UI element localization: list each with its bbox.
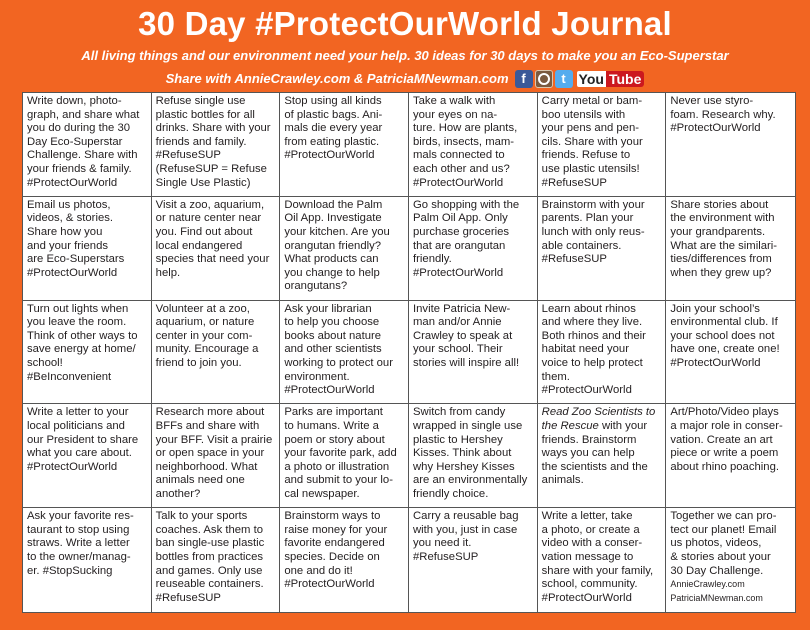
page-title: 30 Day #ProtectOurWorld Journal — [138, 5, 672, 42]
day-cell-4: Take a walk with your eyes on na- ture. How are plants, birds, insects, mam- mals connected to each other and us? #ProtectOurWorld — [409, 93, 538, 197]
day-cell-22: Switch from candy wrapped in single use plastic to Hershey Kisses. Think about why Hershey Kisses are an environmentally friendly choice. — [409, 404, 538, 508]
day-cell-7: Email us photos, videos, & stories. Share how you and your friends are Eco-Superstars #ProtectOurWorld — [23, 197, 152, 301]
day-cell-15: Ask your librarian to help you choose books about nature and other scientists working to protect our environment. #ProtectOurWorld — [280, 301, 409, 405]
day-cell-23 — [538, 404, 667, 508]
day-cell-14: Volunteer at a zoo, aquarium, or nature center in your com- munity. Encourage a friend to join you. — [152, 301, 281, 405]
journal-grid — [22, 92, 796, 613]
day-cell-30-text: Together we can pro- tect our planet! Email us photos, videos, & stories about your 30 Day Challenge. — [670, 510, 777, 577]
twitter-icon[interactable]: t — [555, 70, 573, 88]
day-cell-6: Never use styro- foam. Research why. #ProtectOurWorld — [666, 93, 795, 197]
day-cell-5: Carry metal or bam- boo utensils with your pens and pen- cils. Share with your friends. Refuse to use plastic utensils! #RefuseSUP — [538, 93, 667, 197]
book-title: Read Zoo Scientists to the Rescue — [541, 406, 656, 432]
subtitle: All living things and our environment need your help. 30 ideas for 30 days to make you an Eco-Superstar — [81, 48, 729, 63]
day-cell-2: Refuse single use plastic bottles for all drinks. Share with your friends and family. #RefuseSUP (RefuseSUP = Refuse Single Use Plastic) — [152, 93, 281, 197]
youtube-icon[interactable] — [577, 71, 645, 87]
day-cell-9: Download the Palm Oil App. Investigate your kitchen. Are you orangutan friendly? What products can you change to help orangutans? — [280, 197, 409, 301]
day-cell-3: Stop using all kinds of plastic bags. Ani- mals die every year from eating plastic. #ProtectOurWorld — [280, 93, 409, 197]
share-text: Share with AnnieCrawley.com & PatriciaMNewman.com — [165, 71, 509, 86]
day-cell-26: Talk to your sports coaches. Ask them to ban single-use plastic bottles from practices and games. Only use reuseable containers. #RefuseSUP — [152, 508, 281, 612]
facebook-icon[interactable]: f — [515, 70, 533, 88]
day-cell-8: Visit a zoo, aquarium, or nature center near you. Find out about local endangered species that need your help. — [152, 197, 281, 301]
day-cell-1: Write down, photo- graph, and share what you do during the 30 Day Eco-Superstar Challenge. Share with your friends & family. #ProtectOurWorld — [23, 93, 152, 197]
day-cell-20: Research more about BFFs and share with your BFF. Visit a prairie or open space in your neighborhood. What animals need one another? — [152, 404, 281, 508]
day-cell-10: Go shopping with the Palm Oil App. Only purchase groceries that are orangutan friendly. #ProtectOurWorld — [409, 197, 538, 301]
social-icons — [515, 70, 645, 88]
day-cell-19: Write a letter to your local politicians and our President to share what you care about. #ProtectOurWorld — [23, 404, 152, 508]
day-cell-30 — [666, 508, 795, 612]
day-cell-28: Carry a reusable bag with you, just in case you need it. #RefuseSUP — [409, 508, 538, 612]
day-cell-12: Share stories about the environment with your grandparents. What are the similari- ties/differences from when they grew up? — [666, 197, 795, 301]
day-cell-29: Write a letter, take a photo, or create a video with a conser- vation message to share with your family, school, community. #ProtectOurWorld — [538, 508, 667, 612]
day-cell-25: Ask your favorite res- taurant to stop using straws. Write a letter to the owner/manag- er. #StopSucking — [23, 508, 152, 612]
youtube-you: You — [578, 71, 604, 87]
youtube-tube: Tube — [606, 71, 644, 87]
day-cell-16: Invite Patricia New- man and/or Annie Crawley to speak at your school. Their stories will inspire all! — [409, 301, 538, 405]
instagram-icon[interactable] — [535, 70, 553, 88]
day-cell-11: Brainstorm with your parents. Plan your lunch with only reus- able containers. #RefuseSUP — [538, 197, 667, 301]
day-cell-27: Brainstorm ways to raise money for your favorite endangered species. Decide on one and do it! #ProtectOurWorld — [280, 508, 409, 612]
day-cell-17: Learn about rhinos and where they live. Both rhinos and their habitat need your voice to help protect them. #ProtectOurWorld — [538, 301, 667, 405]
day-cell-24: Art/Photo/Video plays a major role in conser- vation. Create an art piece or write a poem about rhino poaching. — [666, 404, 795, 508]
day-cell-13: Turn out lights when you leave the room. Think of other ways to save energy at home/ school! #BeInconvenient — [23, 301, 152, 405]
day-cell-21: Parks are important to humans. Write a poem or story about your favorite park, add a photo or illustration and submit to your lo- cal newspaper. — [280, 404, 409, 508]
day-cell-18: Join your school’s environmental club. If your school does not have one, create one! #ProtectOurWorld — [666, 301, 795, 405]
website-links[interactable]: AnnieCrawley.com PatriciaMNewman.com — [670, 579, 763, 603]
day-cell-23-text: with your friends. Brainstorm ways you can help the scientists and the animals. — [541, 419, 648, 487]
share-row — [0, 70, 810, 88]
